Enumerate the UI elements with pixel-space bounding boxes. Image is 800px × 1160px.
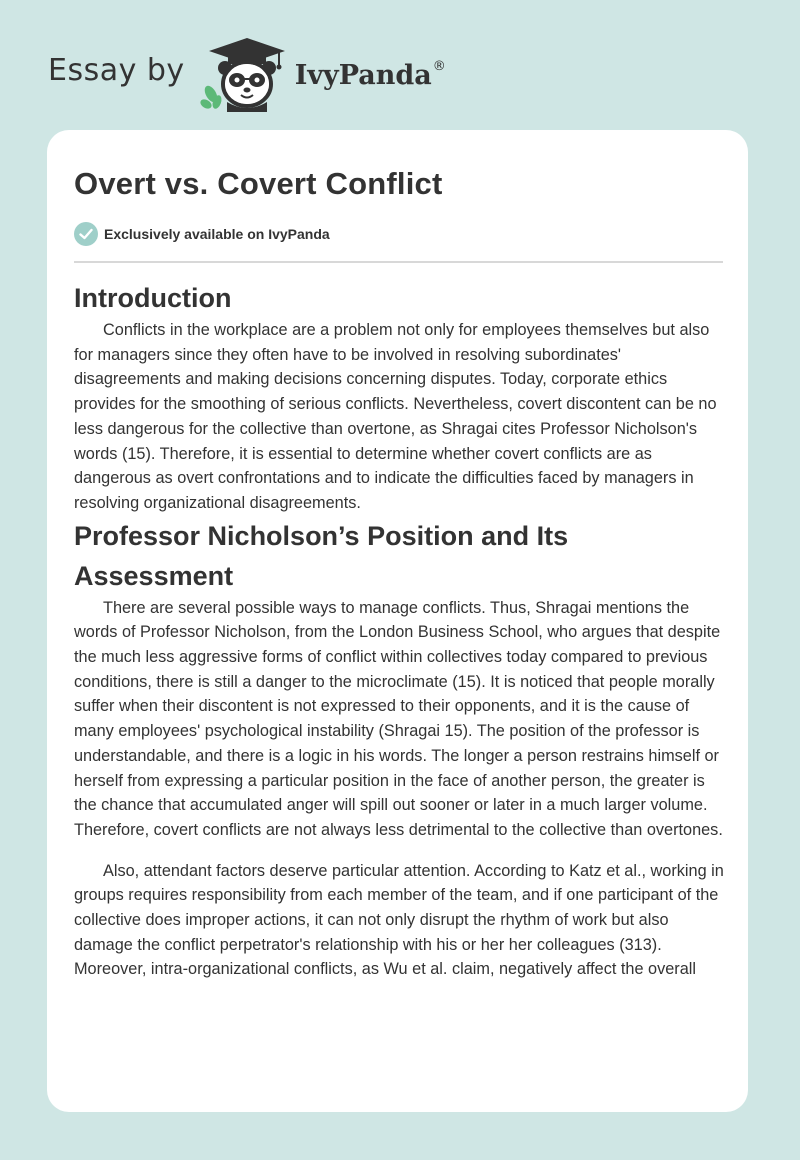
check-icon <box>74 222 98 246</box>
paragraph: Conflicts in the workplace are a problem not only for employees themselves but also for managers since they often have to be involved in resolving subordinates' disagreements and making decisions concerning disputes. Today, corporate ethics provides for the smoothing of serious conflicts. Nevertheless, covert discontent can be no less dangerous for the collective than overtone, as Shragai cites Professor Nicholson's words (15). Therefore, it is essential to determine whether covert conflicts are as dangerous as overt confrontations and to indicate the difficulties faced by managers in resolving organizational disagreements. <box>74 321 717 512</box>
badge-text: Exclusively available on IvyPanda <box>104 226 330 242</box>
registered-mark: ® <box>432 59 446 74</box>
essay-body <box>74 278 726 982</box>
brand-name: IvyPanda® <box>294 59 446 91</box>
exclusive-badge <box>74 222 330 246</box>
section-heading-introduction: Introduction <box>74 283 232 313</box>
title-divider <box>74 261 723 263</box>
paragraph: Also, attendant factors deserve particular attention. According to Katz et al., working in groups requires responsibility from each member of the team, and if one participant of the collective does improper actions, it can not only disrupt the rhythm of work but also damage the conflict perpetrator's relationship with his or her her colleagues (313). Moreover, intra-organizational conflicts, as Wu et al. claim, negatively affect the overall <box>74 861 724 979</box>
essay-title: Overt vs. Covert Conflict <box>74 166 443 201</box>
panda-logo-icon <box>197 36 293 112</box>
brand-header[interactable] <box>48 36 446 112</box>
section-heading-nicholson: Professor Nicholson’s Position and Its Assessment <box>74 520 569 591</box>
brand-prefix: Essay by <box>48 52 185 88</box>
essay-card <box>47 130 748 1112</box>
paragraph: There are several possible ways to manage conflicts. Thus, Shragai mentions the words of Professor Nicholson, from the London Business School, who argues that despite the much less aggressive forms of conflict within collectives today compared to previous conditions, there is still a danger to the microclimate (15). It is noticed that people morally suffer when their discontent is not expressed to their opponents, and it is the cause of many employees' psychological instability (Shragai 15). The position of the professor is understandable, and there is a logic in his words. The longer a person restrains himself or herself from expressing a particular position in the face of another person, the greater is the chance that accumulated anger will spill out sooner or later in a much larger volume. Therefore, covert conflicts are not always less detrimental to the collective than overtones. <box>74 598 723 839</box>
